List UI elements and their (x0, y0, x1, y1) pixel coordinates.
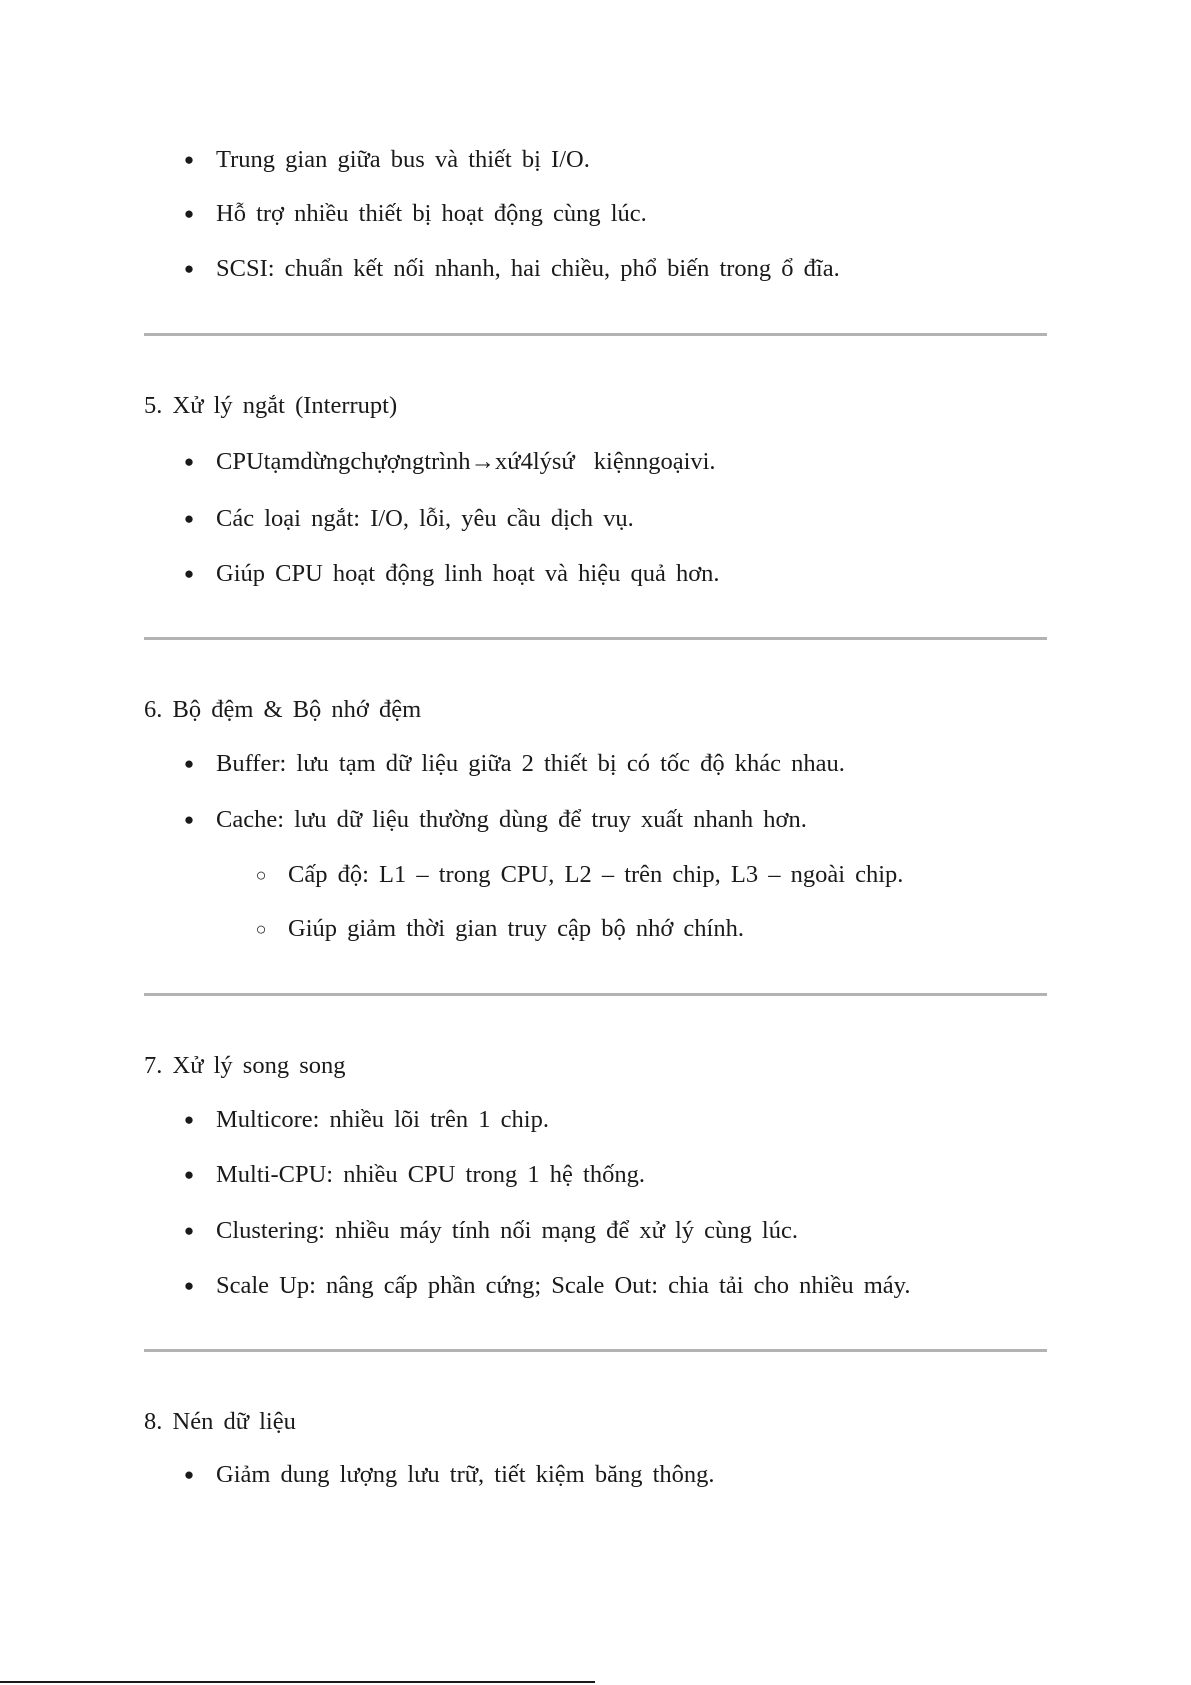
list-item-text: Buffer: lưu tạm dữ liệu giữa 2 thiết bị có tốc độ khác nhau. (216, 750, 845, 777)
bullet-icon: ● (183, 1110, 195, 1129)
list-item-text: Giảm dung lượng lưu trữ, tiết kiệm băng thông. (216, 1461, 715, 1488)
section-heading: 6. Bộ đệm & Bộ nhớ đệm (144, 696, 422, 723)
list-item-text: Clustering: nhiều máy tính nối mạng để xử lý cùng lúc. (216, 1217, 798, 1244)
bullet-icon: ● (183, 259, 195, 278)
bullet-icon: ● (183, 810, 195, 829)
list-item-text: Hỗ trợ nhiều thiết bị hoạt động cùng lúc. (216, 200, 647, 227)
section-heading: 5. Xử lý ngắt (Interrupt) (144, 392, 398, 419)
bullet-icon: ● (183, 1276, 195, 1295)
list-item-text: Multi-CPU: nhiều CPU trong 1 hệ thống. (216, 1161, 645, 1188)
list-item-text: Giúp CPU hoạt động linh hoạt và hiệu quả hơn. (216, 560, 720, 587)
list-item-text: Multicore: nhiều lõi trên 1 chip. (216, 1106, 549, 1133)
bullet-icon: ● (183, 1465, 195, 1484)
bullet-icon: ● (183, 754, 195, 773)
section-divider (144, 1349, 1047, 1352)
list-item-text: CPUtạmdừngchựợngtrình→xứ4lýsứ kiệnngoạivi. (216, 448, 716, 475)
sub-list-item-text: Cấp độ: L1 – trong CPU, L2 – trên chip, L3 – ngoài chip. (288, 861, 904, 888)
bullet-icon: ● (183, 1165, 195, 1184)
section-divider (144, 637, 1047, 640)
bullet-icon: ● (183, 509, 195, 528)
list-item-text: SCSI: chuẩn kết nối nhanh, hai chiều, phổ biến trong ổ đĩa. (216, 255, 840, 282)
list-item-text: Scale Up: nâng cấp phần cứng; Scale Out: chia tải cho nhiều máy. (216, 1272, 911, 1299)
bullet-icon: ● (183, 150, 195, 169)
bullet-icon: ● (183, 452, 195, 471)
section-divider (144, 333, 1047, 336)
list-item-text: Các loại ngắt: I/O, lỗi, yêu cầu dịch vụ. (216, 505, 634, 532)
section-heading: 7. Xử lý song song (144, 1052, 346, 1079)
hollow-bullet-icon: ○ (255, 865, 267, 885)
hollow-bullet-icon: ○ (255, 919, 267, 939)
list-item-text: Trung gian giữa bus và thiết bị I/O. (216, 146, 590, 173)
sub-list-item-text: Giúp giảm thời gian truy cập bộ nhớ chính. (288, 915, 744, 942)
section-heading: 8. Nén dữ liệu (144, 1408, 296, 1435)
list-item-text: Cache: lưu dữ liệu thường dùng để truy xuất nhanh hơn. (216, 806, 807, 833)
section-divider (144, 993, 1047, 996)
bullet-icon: ● (183, 1221, 195, 1240)
bullet-icon: ● (183, 204, 195, 223)
bullet-icon: ● (183, 564, 195, 583)
page-bottom-border (0, 1681, 595, 1683)
